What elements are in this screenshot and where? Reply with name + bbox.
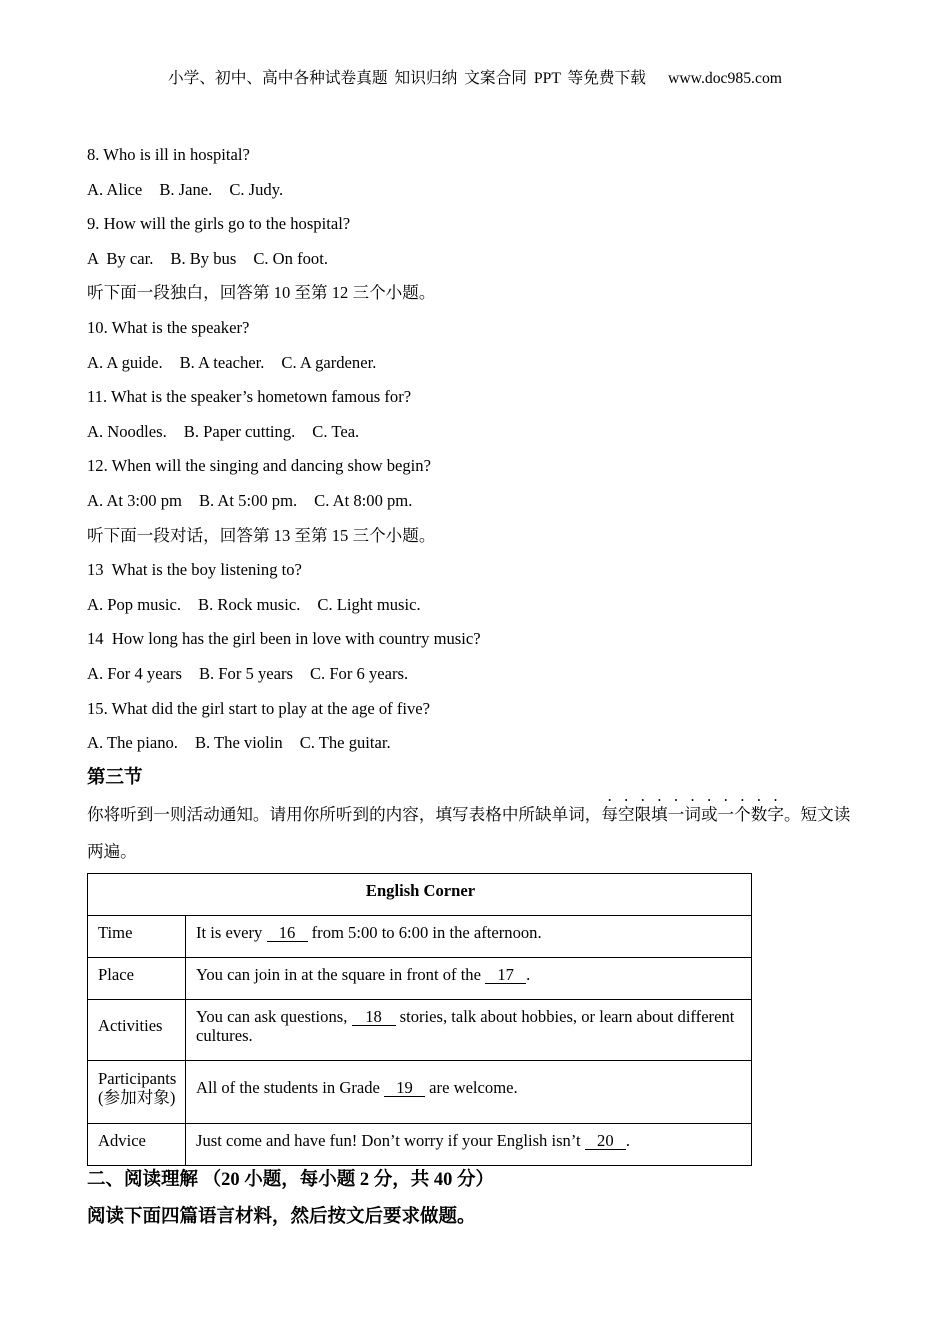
row-label: Place: [88, 958, 186, 1000]
blank-20: 20: [585, 1133, 626, 1150]
content-text: It is every: [196, 922, 267, 942]
section3-instruction: [87, 796, 850, 870]
option-c: C. A gardener.: [281, 352, 377, 372]
table-row-participants: [88, 1061, 752, 1124]
option-a: A. A guide.: [87, 352, 163, 372]
question-13: [87, 553, 887, 588]
content-text: .: [526, 964, 531, 984]
option-a: A. Pop music.: [87, 594, 182, 614]
row-label-note: (参加对象): [98, 1087, 176, 1107]
option-c: C. Light music.: [317, 594, 421, 614]
row-content: [186, 1124, 752, 1166]
option-b: B. At 5:00 pm.: [198, 490, 298, 510]
content-text: are welcome.: [425, 1078, 518, 1097]
content-text: All of the students in Grade: [196, 1078, 385, 1097]
content-text: Just come and have fun! Don’t worry if your English isn’t: [196, 1130, 585, 1150]
instruction-text: 听下面一段独白，回答第 10 至第 12 三个小题。: [87, 283, 436, 303]
option-c: C. Tea.: [312, 421, 360, 441]
question-9: [87, 207, 887, 242]
instruction-text: 两遍。: [87, 842, 137, 861]
option-b: B. Paper cutting.: [183, 421, 296, 441]
question-text: 10. What is the speaker?: [87, 317, 250, 337]
english-corner-table: [87, 873, 752, 1166]
blank-18: 18: [352, 1009, 396, 1026]
options-10: [87, 346, 887, 381]
table-row-advice: [88, 1124, 752, 1166]
option-b: B. A teacher.: [179, 352, 265, 372]
row-label: [88, 1061, 186, 1124]
header-text: 小学、初中、高中各种试卷真题 知识归纳 文案合同 PPT 等免费下载: [167, 70, 646, 87]
question-14: [87, 622, 887, 657]
row-content: [186, 1061, 752, 1124]
question-text: 13 What is the boy listening to?: [87, 560, 302, 580]
instruction-emphasis: 每空限填一词或一个数字: [601, 805, 784, 824]
question-text: 8. Who is ill in hospital?: [87, 145, 250, 164]
question-15: [87, 692, 887, 727]
options-14: [87, 657, 887, 692]
listening-questions: [87, 138, 887, 761]
dialogue-instruction: [87, 519, 887, 554]
content-text: stories, talk about hobbies, or learn about different cultures.: [196, 1006, 735, 1045]
row-content: [186, 916, 752, 958]
question-text: 12. When will the singing and dancing show begin?: [87, 456, 431, 476]
content-text: from 5:00 to 6:00 in the afternoon.: [307, 922, 542, 942]
options-13: [87, 588, 887, 623]
instruction-text: 听下面一段对话，回答第 13 至第 15 三个小题。: [87, 525, 436, 545]
option-a: A. Noodles.: [87, 421, 167, 441]
row-label-text: Participants: [98, 1068, 177, 1088]
option-c: C. Judy.: [229, 179, 284, 199]
reading-section-title: 二、阅读理解 （20 小题，每小题 2 分，共 40 分）: [87, 1170, 495, 1190]
content-text: You can join in at the square in front of the: [196, 964, 486, 984]
section3-title: 第三节: [87, 768, 143, 788]
blank-17: 17: [485, 967, 526, 984]
options-8: [87, 173, 887, 208]
question-8: [87, 138, 887, 173]
row-content: [186, 958, 752, 1000]
option-b: B. The violin: [194, 733, 283, 753]
option-a: A By car.: [87, 248, 154, 268]
question-text: 11. What is the speaker’s hometown famous for?: [87, 387, 412, 407]
blank-19: 19: [384, 1080, 425, 1097]
question-text: 15. What did the girl start to play at the age of five?: [87, 698, 430, 718]
option-a: A. The piano.: [87, 733, 178, 753]
instruction-line-1: [87, 796, 850, 833]
monologue-instruction: [87, 276, 887, 311]
instruction-text: 。短文读: [783, 805, 851, 824]
option-c: C. For 6 years.: [309, 663, 409, 683]
option-b: B. By bus: [170, 248, 237, 268]
option-b: B. Jane.: [159, 179, 213, 199]
row-label: Time: [88, 916, 186, 958]
option-a: A. Alice: [87, 179, 143, 199]
options-11: [87, 415, 887, 450]
row-content: [186, 1000, 752, 1061]
options-15: [87, 726, 887, 761]
question-12: [87, 449, 887, 484]
blank-16: 16: [267, 925, 308, 942]
table-row-time: [88, 916, 752, 958]
header-url: www.doc985.com: [667, 70, 782, 87]
instruction-text: 你将听到一则活动通知。请用你所听到的内容，填写表格中所缺单词，: [87, 805, 602, 824]
row-label: Activities: [88, 1000, 186, 1061]
option-c: C. At 8:00 pm.: [314, 490, 413, 510]
option-c: C. On foot.: [253, 248, 328, 268]
reading-instruction: 阅读下面四篇语言材料，然后按文后要求做题。: [87, 1207, 476, 1227]
table-header-row: [88, 874, 752, 916]
question-text: 9. How will the girls go to the hospital?: [87, 214, 351, 234]
option-b: B. Rock music.: [198, 594, 301, 614]
content-text: .: [625, 1130, 630, 1150]
options-12: [87, 484, 887, 519]
question-10: [87, 311, 887, 346]
option-a: A. For 4 years: [87, 663, 182, 683]
content-text: You can ask questions,: [196, 1006, 352, 1026]
row-label: Advice: [88, 1124, 186, 1166]
option-c: C. The guitar.: [299, 733, 391, 753]
table-title: English Corner: [88, 874, 752, 916]
instruction-line-2: [87, 833, 850, 870]
option-b: B. For 5 years: [198, 663, 293, 683]
option-a: A. At 3:00 pm: [87, 490, 182, 510]
page-header: [0, 69, 950, 89]
options-9: [87, 242, 887, 277]
table-row-activities: [88, 1000, 752, 1061]
question-11: [87, 380, 887, 415]
question-text: 14 How long has the girl been in love with country music?: [87, 629, 481, 649]
table-row-place: [88, 958, 752, 1000]
